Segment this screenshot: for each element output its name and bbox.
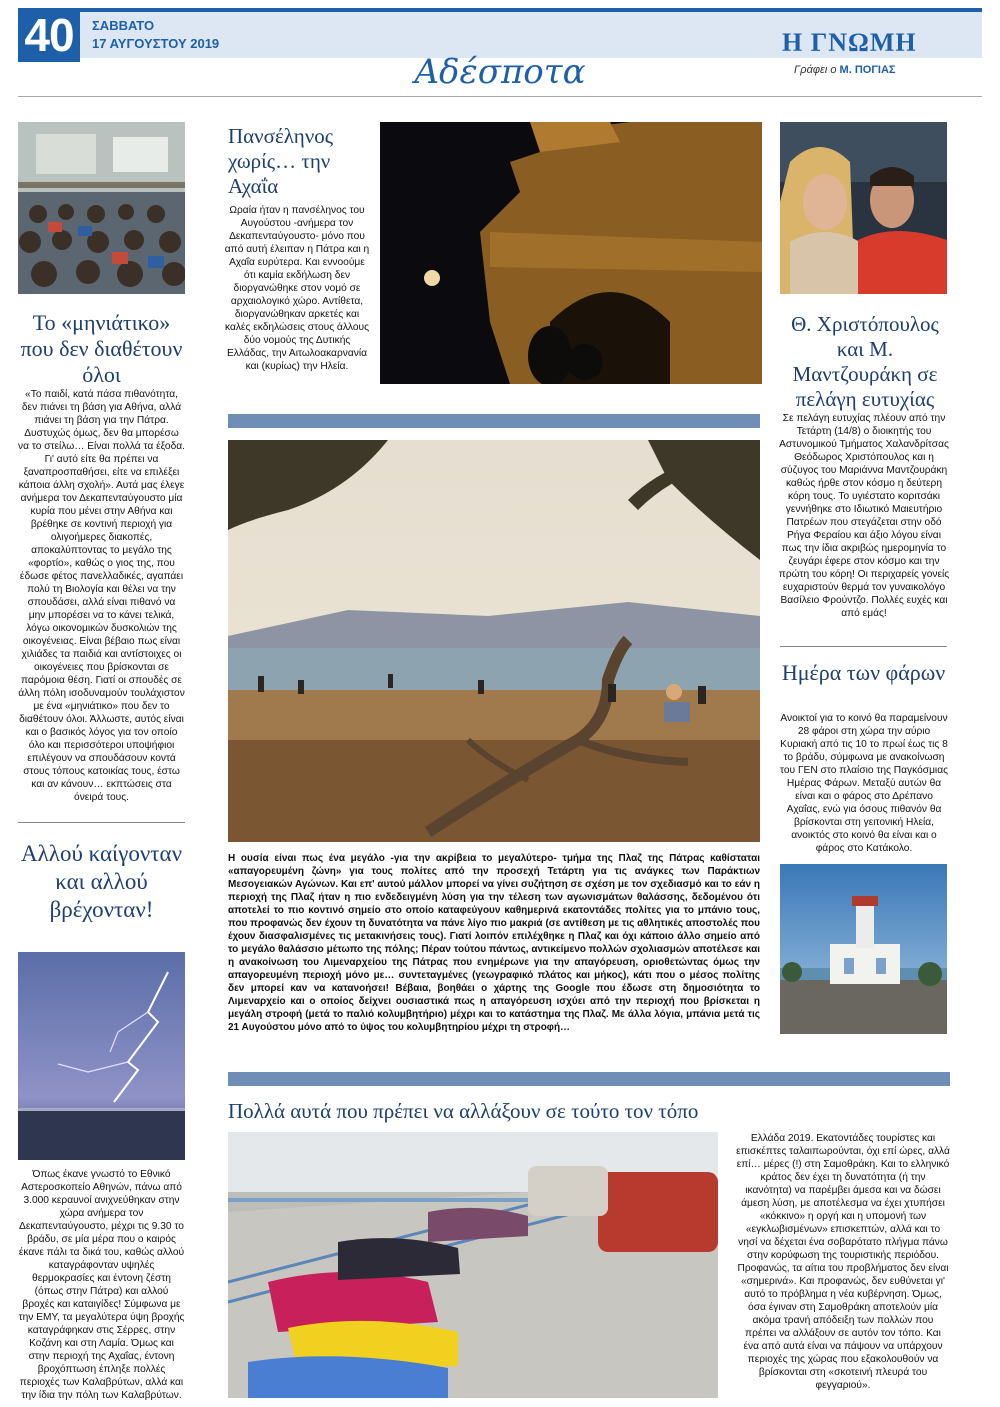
moon-body: Ωραία ήταν η πανσέληνος του Αυγούστου -ανήμερα τον Δεκαπενταύγουστο- μόνο που από αυτή έλειπαν η Πάτρα και η Αχαΐα ευρύτερα. Και εννοούμε ότι καμία εκδήλωση δεν διοργανώθηκε στον νομό σε αρχαιολογικό χώρο. Αντίθετα, διοργανώθηκαν αρκετές και καλές εκδηλώσεις στους άλλους δύο νομούς της Δυτικής Ελλάδας, την Αιτωλοακαρνανία και (κυρίως) την Ηλεία.: [224, 205, 370, 372]
changes-headline: Πολλά αυτά που πρέπει να αλλάξουν σε τούτο τον τόπο: [228, 1099, 699, 1123]
moon-headline: Πανσέληνος χωρίς… την Αχαΐα: [228, 124, 334, 198]
samothrace-photo: [228, 1132, 718, 1398]
beach-band: [228, 414, 760, 428]
lighthouses-headline: Ημέρα των φάρων: [781, 660, 946, 685]
changes-band: [228, 1072, 950, 1086]
page-number: 40: [18, 8, 80, 62]
salary-headline: Το «μηνιάτικο» που δεν διαθέτουν όλοι: [20, 310, 183, 387]
issue-date: 17 ΑΥΓΟΥΣΤΟΥ 2019: [92, 36, 220, 51]
byline: [794, 64, 896, 76]
lighthouse-photo: [780, 864, 947, 1034]
couple-headline: Θ. Χριστόπουλος και Μ. Μαντζουράκη σε πελάγη ευτυχίας: [791, 312, 939, 411]
classroom-photo: [18, 122, 185, 294]
newspaper-logo: Η ΓΝΩΜΗ: [782, 28, 917, 57]
changes-body: Ελλάδα 2019. Εκατοντάδες τουρίστες και επισκέπτες ταλαιπωρούνται, όχι επί ώρες, αλλά επί… μέρες (!) στη Σαμοθράκη. Και το ελληνικό κράτος δεν έχει τη δυνατότητα (ή την ικανότητα) να παρέμβει άμεσα και να δώσει άμεση λύση, με αποτέλεσμα να έχει χτυπήσει «κόκκινο» η οργή και η υπομονή των «εγκλωβισμένων» επισκεπτών, αλλά και το νησί να δέχεται ένα σοβαρότατο πλήγμα πάνω στην κορύφωση της τουριστικής περιόδου. Προφανώς, τα αίτια του προβλήματος δεν είναι «σημερινά». Και προφανώς, δεν ευθύνεται γι' αυτό το πρόβλημα η νέα κυβέρνηση. Όμως, όσα έγιναν στη Σαμοθράκη αποτελούν μία ακόμα τρανή απόδειξη των πολλών που πρέπει να αλλάξουν σε αυτόν τον τόπο. Και ένα από αυτά είναι να πάψουν να υπάρχουν περιοχές της χώρας που εξακολουθούν να βρίσκονται στη «σκοτεινή πλευρά του φεγγαριού».: [736, 1133, 950, 1391]
section-title: Αδέσποτα: [414, 52, 586, 92]
lighthouses-body: Ανοικτοί για το κοινό θα παραμείνουν 28 φάροι στη χώρα την αύριο Κυριακή από τις 10 το πρωί έως τις 8 το βράδυ, σύμφωνα με ανακοίνωση του ΓΕΝ στο πλαίσιο της Παγκόσμιας Ημέρας Φάρων. Μεταξύ αυτών θα είναι και ο φάρος στο Δρέπανο Αχαΐας, ενώ για όσους πιθανόν θα βρίσκονται στη γειτονική Ηλεία, ανοικτός στο κοινό θα είναι και ο φάρος στο Κατάκολο.: [780, 713, 948, 854]
right-divider: [780, 646, 947, 647]
storms-headline: Αλλού καίγονταν και αλλού βρέχονταν!: [21, 841, 182, 922]
byline-prefix: Γράφει ο: [794, 64, 837, 76]
couple-photo: [780, 122, 947, 294]
lightning-photo: [18, 952, 185, 1160]
castle-night-photo: [380, 122, 762, 384]
salary-body: «Το παιδί, κατά πάσα πιθανότητα, δεν πιάνει τη βάση για Αθήνα, αλλά πιάνει τη βάση για την Πάτρα. Δυστυχώς όμως, δεν θα μπορέσω να το στείλω… Είναι πολλά τα έξοδα. Γι' αυτό είτε θα πρέπει να ξαναπροσπαθήσει, είτε να επιλέξει κάποια άλλη σχολή». Αυτά μας έλεγε ανήμερα τον Δεκαπενταύγουστο μία κυρία που μένει στην Αθήνα και βρέθηκε σε κοντινή περιοχή για ολιγοήμερες διακοπές, αποκαλύπτοντας το μεγάλο της «φορτίο», καθώς ο γιος της, που έδωσε φέτος πανελλαδικές, αγαπάει πολύ τη Βιολογία και θέλει να την σπουδάσει, αλλά είναι πιθανό να μην μπορέσει να το κάνει τελικά, λόγω οικονομικών δυσκολιών της οικογένειας. Είναι βέβαιο πως είναι χιλιάδες τα παιδιά και αντίστοιχες οι οικογένειες που βρίσκονται σε παρόμοια θέση. Γιατί οι σπουδές σε άλλη πόλη ισοδυναμούν τουλάχιστον με ένα «μηνιάτικο» που δεν το διαθέτουν όλοι. Άλλωστε, αυτός είναι και ο βασικός λόγος για τον οποίο όλο και περισσότεροι υποψήφιοι επιλέγουν να σπουδάσουν κοντά στους τόπους κατοικίας τους, έστω και αν κάνουν… εκπτώσεις στα όνειρά τους.: [18, 389, 185, 803]
byline-author: Μ. ΠΟΓΙΑΣ: [839, 64, 896, 76]
left-divider: [18, 822, 185, 823]
header-rule-bottom: [18, 96, 982, 97]
couple-body: Σε πελάγη ευτυχίας πλέουν από την Τετάρτη (14/8) ο διοικητής του Αστυνομικού Τμήματος Χαλανδρίτσας Θεόδωρος Χριστόπουλος και η σύζυγος του Μαριάννα Μαντζουράκη καθώς ήρθε στον κόσμο η δεύτερη κόρη τους. Το υγιέστατο κοριτσάκι γεννήθηκε στο Ιδιωτικό Μαιευτήριο Πατρέων που στεγάζεται στην οδό Ρήγα Φεραίου και άξιο λόγου είναι πως την ίδια ακριβώς ημερομηνία το ζευγάρι έφερε στον κόσμο και την πρώτη του κόρη! Οι περιχαρείς γονείς ευχαριστούν θερμά τον γυναικολόγο Βασίλειο Φρούντζο. Πολλές ευχές και από εμάς!: [778, 413, 950, 619]
beach-photo: [228, 440, 760, 842]
beach-caption: Η ουσία είναι πως ένα μεγάλο -για την ακρίβεια το μεγαλύτερο- τμήμα της Πλαζ της Πάτρας καθίσταται «απαγορευμένη ζώνη» για τους πολίτες από την προσεχή Τετάρτη για τις ανάγκες των Παράκτιων Μεσογειακών Αγώνων. Και επ' αυτού μάλλον μπορεί να γίνει συζήτηση σε σχέση με τον σχεδιασμό και το εάν η περιοχή της Πλαζ ήταν η πιο ενδεδειγμένη λύση για την τέλεση των αγωνισμάτων θαλάσσης, δεδομένου ότι αποτελεί το πιο κοντινό σημείο στο οποίο καταφεύγουν καθημερινά εκατοντάδες πολίτες για το μπάνιο τους, που προφανώς δεν έχουν τη δυνατότητα να πάνε λίγο πιο μακριά (σε αντίθεση με τις αθλητικές αποστολές που έχουν διασφαλισμένες τις μετακινήσεις τους). Γιατί λοιπόν επιλέχθηκε η Πλαζ και όχι κάποιο άλλο σημείο από το μεγάλο θαλάσσιο μέτωπο της πόλης; Πέραν τούτου πάντως, αντικείμενο πολλών σχολιασμών αποτέλεσε και η ανακοίνωση του Λιμεναρχείου της Πάτρας που ενημέρωνε για την απαγόρευση, οριοθετώντας όμως την απαγορευμένη περιοχή μόνο με… συντεταγμένες (γεωγραφικό πλάτος και μήκος), κάτι που ο μέσος πολίτης δεν μπορεί καν να κατανοήσει! Βέβαια, βοηθάει ο χάρτης της Google που έδωσε στη δημοσιότητα το Λιμεναρχείο και ο οποίος δείχνει ουσιαστικά πως η απαγόρευση ισχύει από την περιοχή που βρίσκεται η μεγάλη στροφή (μετά το παλιό κολυμβητήριο) μέχρι και το κατάστημα της Πλαζ. Με άλλα λόγια, μπάνια μετά τις 21 Αυγούστου μόνο από το ύψος του κολυμβητηρίου μέχρι τη στροφή…: [228, 853, 760, 1033]
issue-day: ΣΑΒΒΑΤΟ: [92, 18, 155, 33]
storms-body: Όπως έκανε γνωστό το Εθνικό Αστεροσκοπείο Αθηνών, πάνω από 3.000 κεραυνοί ανιχνεύθηκαν στην χώρα ανήμερα τον Δεκαπενταύγουστο, μέχρι τις 9.30 το βράδυ, σε μία μέρα που ο καιρός έκανε πάλι τα δικά του, καθώς αλλού καταγράφονταν υψηλές θερμοκρασίες και έντονη ζέστη (όπως στην Πάτρα) και αλλού βροχές και καταιγίδες! Σύμφωνα με την ΕΜΥ, τα μεγαλύτερα ύψη βροχής καταγράφηκαν στις Σέρρες, στην Κοζάνη και στη Λαμία. Όμως και στην περιοχή της Αχαΐας, έντονη βροχόπτωση έπληξε πολλές περιοχές των Καλαβρύτων, αλλά και την ίδια την πόλη των Καλαβρύτων.: [18, 1169, 185, 1401]
